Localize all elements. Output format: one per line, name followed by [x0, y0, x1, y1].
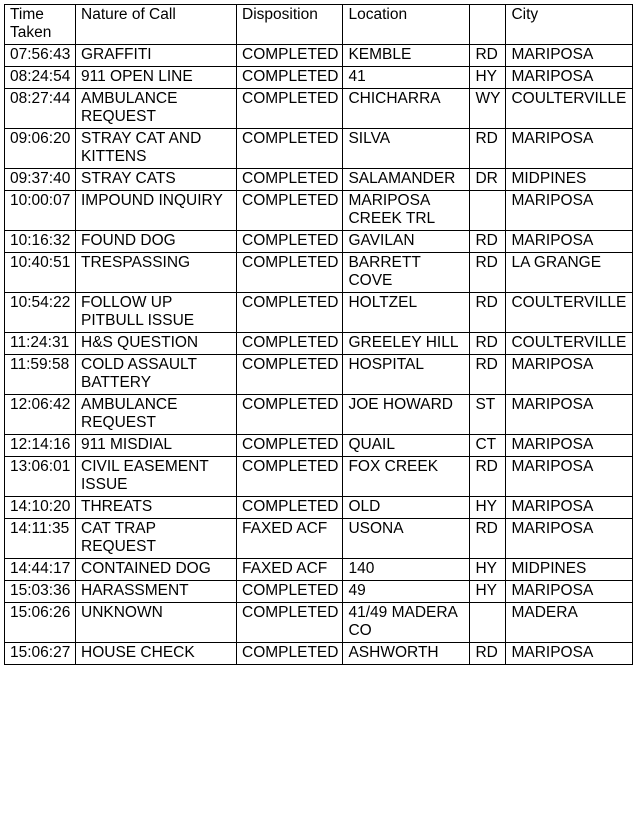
table-row [5, 581, 633, 603]
cell-street-suffix: RD [470, 253, 506, 293]
table-row [5, 89, 633, 129]
cell-city: MARIPOSA [506, 643, 633, 665]
cell-nature-of-call: TRESPASSING [76, 253, 237, 293]
cell-street-suffix: ST [470, 395, 506, 435]
cell-disposition: COMPLETED [237, 253, 343, 293]
cell-street-suffix: RD [470, 333, 506, 355]
table-row [5, 457, 633, 497]
cell-city: MARIPOSA [506, 231, 633, 253]
cell-city: MARIPOSA [506, 581, 633, 603]
cell-nature-of-call: THREATS [76, 497, 237, 519]
cell-city: MARIPOSA [506, 435, 633, 457]
cell-time-taken: 08:27:44 [5, 89, 76, 129]
cell-nature-of-call: FOUND DOG [76, 231, 237, 253]
cell-street-suffix: HY [470, 581, 506, 603]
cell-location: QUAIL [343, 435, 470, 457]
table-row [5, 231, 633, 253]
cell-street-suffix [470, 603, 506, 643]
cell-time-taken: 11:59:58 [5, 355, 76, 395]
cell-time-taken: 07:56:43 [5, 45, 76, 67]
cell-nature-of-call: 911 MISDIAL [76, 435, 237, 457]
cell-time-taken: 12:06:42 [5, 395, 76, 435]
cell-street-suffix: RD [470, 519, 506, 559]
cell-city: MARIPOSA [506, 395, 633, 435]
table-row [5, 169, 633, 191]
cell-street-suffix: RD [470, 45, 506, 67]
cell-city: MARIPOSA [506, 519, 633, 559]
header-nature-of-call: Nature of Call [76, 5, 237, 45]
cell-nature-of-call: CAT TRAP REQUEST [76, 519, 237, 559]
header-time-taken: Time Taken [5, 5, 76, 45]
cell-location: MARIPOSA CREEK TRL [343, 191, 470, 231]
cell-nature-of-call: 911 OPEN LINE [76, 67, 237, 89]
cell-street-suffix: DR [470, 169, 506, 191]
cell-location: USONA [343, 519, 470, 559]
cell-street-suffix: HY [470, 559, 506, 581]
cell-disposition: COMPLETED [237, 643, 343, 665]
cell-disposition: COMPLETED [237, 129, 343, 169]
cell-city: MADERA [506, 603, 633, 643]
cell-street-suffix: RD [470, 643, 506, 665]
cell-location: SILVA [343, 129, 470, 169]
header-row [5, 5, 633, 45]
table-row [5, 435, 633, 457]
cell-street-suffix: RD [470, 231, 506, 253]
table-row [5, 45, 633, 67]
cell-nature-of-call: FOLLOW UP PITBULL ISSUE [76, 293, 237, 333]
cell-time-taken: 10:00:07 [5, 191, 76, 231]
table-row [5, 355, 633, 395]
cell-nature-of-call: COLD ASSAULT BATTERY [76, 355, 237, 395]
cell-city: MARIPOSA [506, 497, 633, 519]
cell-location: ASHWORTH [343, 643, 470, 665]
header-location: Location [343, 5, 470, 45]
cell-location: JOE HOWARD [343, 395, 470, 435]
cell-location: HOSPITAL [343, 355, 470, 395]
cell-disposition: COMPLETED [237, 169, 343, 191]
cell-nature-of-call: HARASSMENT [76, 581, 237, 603]
cell-location: 140 [343, 559, 470, 581]
cell-time-taken: 11:24:31 [5, 333, 76, 355]
cell-disposition: COMPLETED [237, 497, 343, 519]
cell-nature-of-call: GRAFFITI [76, 45, 237, 67]
table-row [5, 129, 633, 169]
header-disposition: Disposition [237, 5, 343, 45]
cell-location: 41/49 MADERA CO [343, 603, 470, 643]
cell-disposition: COMPLETED [237, 435, 343, 457]
cell-time-taken: 10:54:22 [5, 293, 76, 333]
cell-city: MARIPOSA [506, 457, 633, 497]
cell-street-suffix: RD [470, 293, 506, 333]
cell-time-taken: 14:11:35 [5, 519, 76, 559]
cell-city: MARIPOSA [506, 355, 633, 395]
cell-nature-of-call: HOUSE CHECK [76, 643, 237, 665]
cell-time-taken: 08:24:54 [5, 67, 76, 89]
cell-disposition: FAXED ACF [237, 519, 343, 559]
cell-disposition: COMPLETED [237, 581, 343, 603]
cell-location: 49 [343, 581, 470, 603]
table-row [5, 559, 633, 581]
cell-city: MARIPOSA [506, 67, 633, 89]
cell-nature-of-call: H&S QUESTION [76, 333, 237, 355]
cell-street-suffix: CT [470, 435, 506, 457]
cell-location: KEMBLE [343, 45, 470, 67]
cell-street-suffix [470, 191, 506, 231]
cell-disposition: COMPLETED [237, 89, 343, 129]
cell-location: SALAMANDER [343, 169, 470, 191]
cell-street-suffix: RD [470, 457, 506, 497]
cell-disposition: COMPLETED [237, 395, 343, 435]
cell-disposition: COMPLETED [237, 191, 343, 231]
cell-nature-of-call: AMBULANCE REQUEST [76, 89, 237, 129]
table-row [5, 519, 633, 559]
cell-disposition: COMPLETED [237, 293, 343, 333]
cell-location: CHICHARRA [343, 89, 470, 129]
cell-time-taken: 12:14:16 [5, 435, 76, 457]
cell-nature-of-call: STRAY CAT AND KITTENS [76, 129, 237, 169]
table-row [5, 333, 633, 355]
cell-city: MIDPINES [506, 169, 633, 191]
cell-location: FOX CREEK [343, 457, 470, 497]
cell-disposition: COMPLETED [237, 457, 343, 497]
cell-street-suffix: HY [470, 67, 506, 89]
table-body [5, 45, 633, 665]
cell-location: BARRETT COVE [343, 253, 470, 293]
cell-street-suffix: WY [470, 89, 506, 129]
cell-nature-of-call: CIVIL EASEMENT ISSUE [76, 457, 237, 497]
cell-disposition: COMPLETED [237, 45, 343, 67]
table-row [5, 293, 633, 333]
cell-time-taken: 14:44:17 [5, 559, 76, 581]
cell-time-taken: 14:10:20 [5, 497, 76, 519]
table-row [5, 497, 633, 519]
cell-disposition: FAXED ACF [237, 559, 343, 581]
cell-city: MARIPOSA [506, 191, 633, 231]
table-row [5, 191, 633, 231]
table-row [5, 603, 633, 643]
cell-city: MIDPINES [506, 559, 633, 581]
header-street-suffix [470, 5, 506, 45]
table-header [5, 5, 633, 45]
cell-nature-of-call: IMPOUND INQUIRY [76, 191, 237, 231]
cell-time-taken: 15:06:27 [5, 643, 76, 665]
table-row [5, 67, 633, 89]
cell-city: COULTERVILLE [506, 89, 633, 129]
cell-disposition: COMPLETED [237, 333, 343, 355]
cell-time-taken: 10:40:51 [5, 253, 76, 293]
cell-location: HOLTZEL [343, 293, 470, 333]
cell-disposition: COMPLETED [237, 603, 343, 643]
cell-nature-of-call: CONTAINED DOG [76, 559, 237, 581]
cell-time-taken: 10:16:32 [5, 231, 76, 253]
cell-street-suffix: HY [470, 497, 506, 519]
cell-disposition: COMPLETED [237, 231, 343, 253]
table-row [5, 643, 633, 665]
cell-location: GREELEY HILL [343, 333, 470, 355]
cell-disposition: COMPLETED [237, 67, 343, 89]
cell-city: LA GRANGE [506, 253, 633, 293]
cell-disposition: COMPLETED [237, 355, 343, 395]
call-log-table [4, 4, 633, 665]
cell-location: GAVILAN [343, 231, 470, 253]
cell-time-taken: 13:06:01 [5, 457, 76, 497]
cell-city: COULTERVILLE [506, 293, 633, 333]
cell-nature-of-call: AMBULANCE REQUEST [76, 395, 237, 435]
cell-nature-of-call: STRAY CATS [76, 169, 237, 191]
cell-nature-of-call: UNKNOWN [76, 603, 237, 643]
cell-time-taken: 09:37:40 [5, 169, 76, 191]
table-row [5, 395, 633, 435]
cell-street-suffix: RD [470, 129, 506, 169]
cell-city: MARIPOSA [506, 129, 633, 169]
cell-location: OLD [343, 497, 470, 519]
cell-street-suffix: RD [470, 355, 506, 395]
header-city: City [506, 5, 633, 45]
cell-city: COULTERVILLE [506, 333, 633, 355]
cell-location: 41 [343, 67, 470, 89]
cell-time-taken: 09:06:20 [5, 129, 76, 169]
cell-city: MARIPOSA [506, 45, 633, 67]
table-row [5, 253, 633, 293]
cell-time-taken: 15:03:36 [5, 581, 76, 603]
cell-time-taken: 15:06:26 [5, 603, 76, 643]
